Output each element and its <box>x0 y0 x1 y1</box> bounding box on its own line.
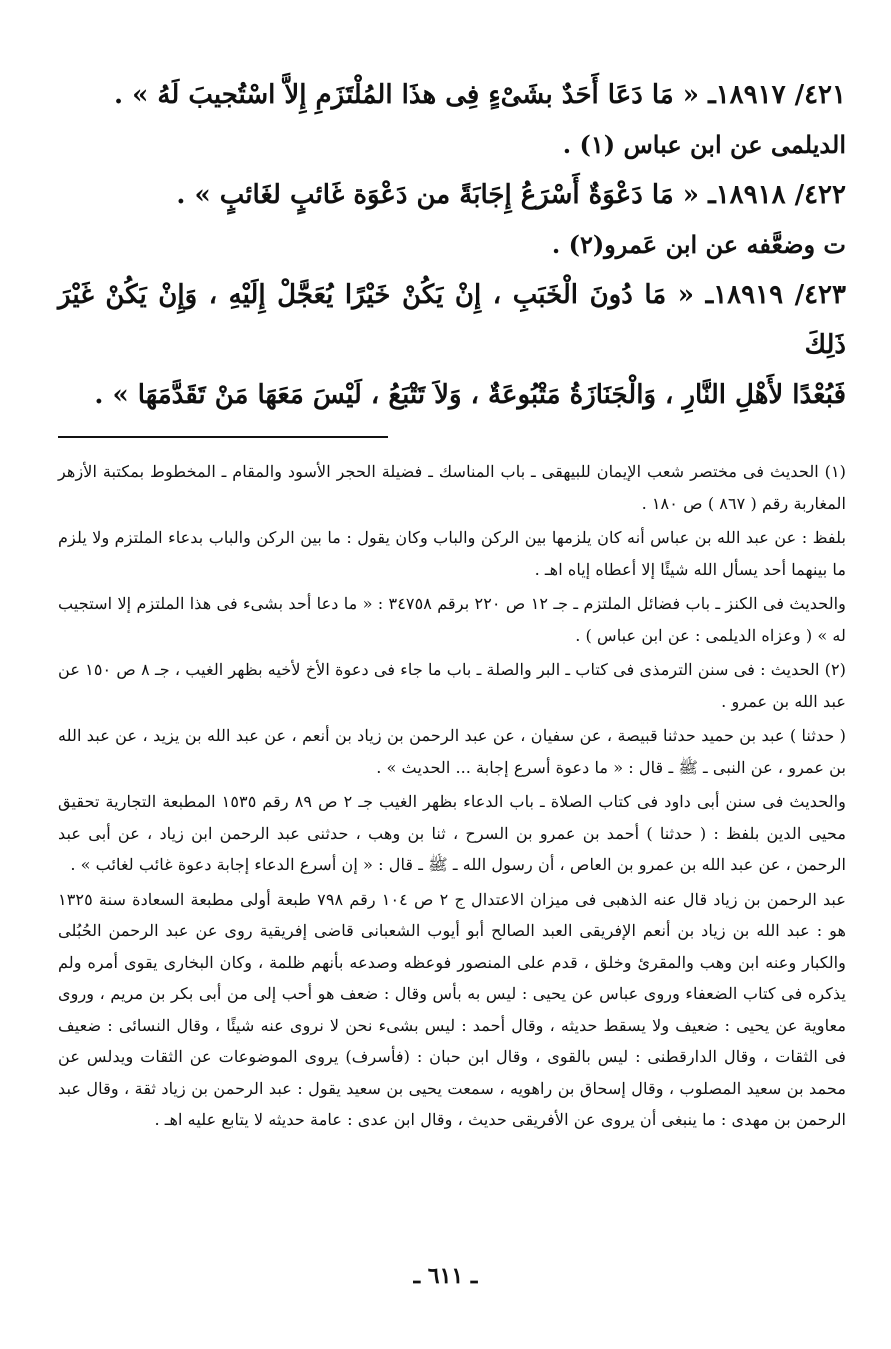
hadith-text: « مَا دُونَ الْخَبَبِ ، إِنْ يَكُنْ خَيْرًا يُعَجَّلْ إِلَيْهِ ، وَإِنْ يَكُنْ غَيْرَ ذَلِكَ <box>58 280 846 360</box>
footnote-paragraph: عبد الرحمن بن زياد قال عنه الذهبى فى ميزان الاعتدال ج ٢ ص ١٠٤ رقم ٧٩٨ طبعة أولى مطبعة السعادة سنة ١٣٢٥ هو : عبد الله بن زياد بن أنعم الإفريقى العبد الصالح أبو أيوب الشعبانى قاضى إفريقية روى عن عبد الرحمن الحُبُلى والكبار وعنه ابن وهب والمقرئ وخلق ، قدم على المنصور فوعظه وصدعه بأنهم ظلمة ، وكان البخارى يقوى أمره ولم يذكره فى كتاب الضعفاء وروى عباس عن يحيى : ليس به بأس وقال : ضعف هو أحب إلى من أبى بكر بن مريم ، وروى معاوية عن يحيى : ضعيف ولا يسقط حديثه ، وقال أحمد : ليس بشىء نحن لا نروى عنه شيئًا ، وقال النسائى : ضعيف فى الثقات ، وقال الدارقطنى : ليس بالقوى ، وقال ابن حبان : (فأسرف) يروى الموضوعات عن الثقات ويدلس عن محمد بن سعيد المصلوب ، وقال إسحاق بن راهويه ، سمعت يحيى بن سعيد يقول : عبد الرحمن بن زياد ثقة ، وقال عبد الرحمن بن مهدى : ما ينبغى أن يروى عن الأفريقى حديث ، وقال ابن عدى : عامة حديثه لا يتابع عليه اهـ . <box>58 889 846 1129</box>
hadith-422 <box>58 170 846 220</box>
hadith-number: ٤٢٣/ ١٨٩١٩ـ <box>705 280 846 310</box>
page-number: ـ ٦١١ ـ <box>413 1263 478 1289</box>
hadith-423-continuation: فَبُعْدًا لأَهْلِ النَّارِ ، وَالْجَنَازَةُ مَتْبُوعَةٌ ، وَلاَ تَتْبَعُ ، لَيْسَ مَعَهَا مَنْ تَقَدَّمَهَا » . <box>94 380 846 410</box>
hadith-text: « مَا دَعْوَةٌ أَسْرَعُ إِجَابَةً من دَعْوَة غَائبٍ لغَائبٍ » . <box>176 180 700 210</box>
hadith-text: « مَا دَعَا أَحَدٌ بشَىْءٍ فِى هذَا المُلْتَزَمِ إِلاَّ اسْتُجيبَ لَهُ » . <box>114 80 700 110</box>
footnote-paragraph: ( حدثنا ) عبد بن حميد حدثنا قبيصة ، عن سفيان ، عن عبد الرحمن بن زياد بن أنعم ، عن عبد الله بن يزيد ، عن عبد الله بن عمرو ، عن النبى ـ ﷺ ـ قال : « ما دعوة أسرع إجابة ... الحديث » . <box>58 726 846 777</box>
footnote-paragraph: والحديث فى سنن أبى داود فى كتاب الصلاة ـ باب الدعاء بظهر الغيب جـ ٢ ص ٨٩ رقم ١٥٣٥ المطبعة التجارية تحقيق محيى الدين بلفظ : ( حدثنا ) أحمد بن عمرو بن السرح ، ثنا بن وهب ، حدثنى عبد الرحمن ابن زياد ، عن أبى عبد الرحمن ، عن عبد الله بن عمرو بن العاص ، أن رسول الله ـ ﷺ ـ قال : « إن أسرع الدعاء إجابة دعوة غائب لغائب » . <box>58 792 847 874</box>
footnote-paragraph: (٢) الحديث : فى سنن الترمذى فى كتاب ـ البر والصلة ـ باب ما جاء فى دعوة الأخ لأخيه بظهر الغيب ، جـ ٨ ص ١٥٠ عن عبد الله بن عمرو . <box>58 660 846 711</box>
footnote-paragraph: بلفظ : عن عبد الله بن عباس أنه كان يلزمها بين الركن والباب وكان يقول : ما بين الركن والباب بدعاء الملتزم ولا يلزم ما بينهما أحد يسأل الله شيئًا إلا أعطاه إياه اهـ . <box>58 528 846 579</box>
footnote-paragraph: والحديث فى الكنز ـ باب فضائل الملتزم ـ جـ ١٢ ص ٢٢٠ برقم ٣٤٧٥٨ : « ما دعا أحد بشىء فى هذا الملتزم إلا استجيب له » ( وعزاه الديلمى : عن ابن عباس ) . <box>58 594 846 645</box>
footnotes <box>58 456 846 1136</box>
hadith-source: الديلمى عن ابن عباس (١) . <box>562 130 846 159</box>
hadith-423 <box>58 270 846 370</box>
page-body <box>58 70 846 1139</box>
footnote-paragraph: (١) الحديث فى مختصر شعب الإيمان للبيهقى ـ باب المناسك ـ فضيلة الحجر الأسود والمقام ـ المخطوط بمكتبة الأزهر المغاربة رقم ( ٨٦٧ ) ص ١٨٠ . <box>58 462 846 513</box>
footnote-divider <box>58 436 388 438</box>
footnote-1 <box>58 456 846 651</box>
hadith-number: ٤٢٢/ ١٨٩١٨ـ <box>708 180 846 210</box>
hadith-421 <box>58 70 846 120</box>
footnote-2 <box>58 654 846 1136</box>
hadith-number: ٤٢١/ ١٨٩١٧ـ <box>708 80 846 110</box>
hadith-source: ت وضعَّفه عن ابن عَمرو(٢) . <box>551 230 846 259</box>
